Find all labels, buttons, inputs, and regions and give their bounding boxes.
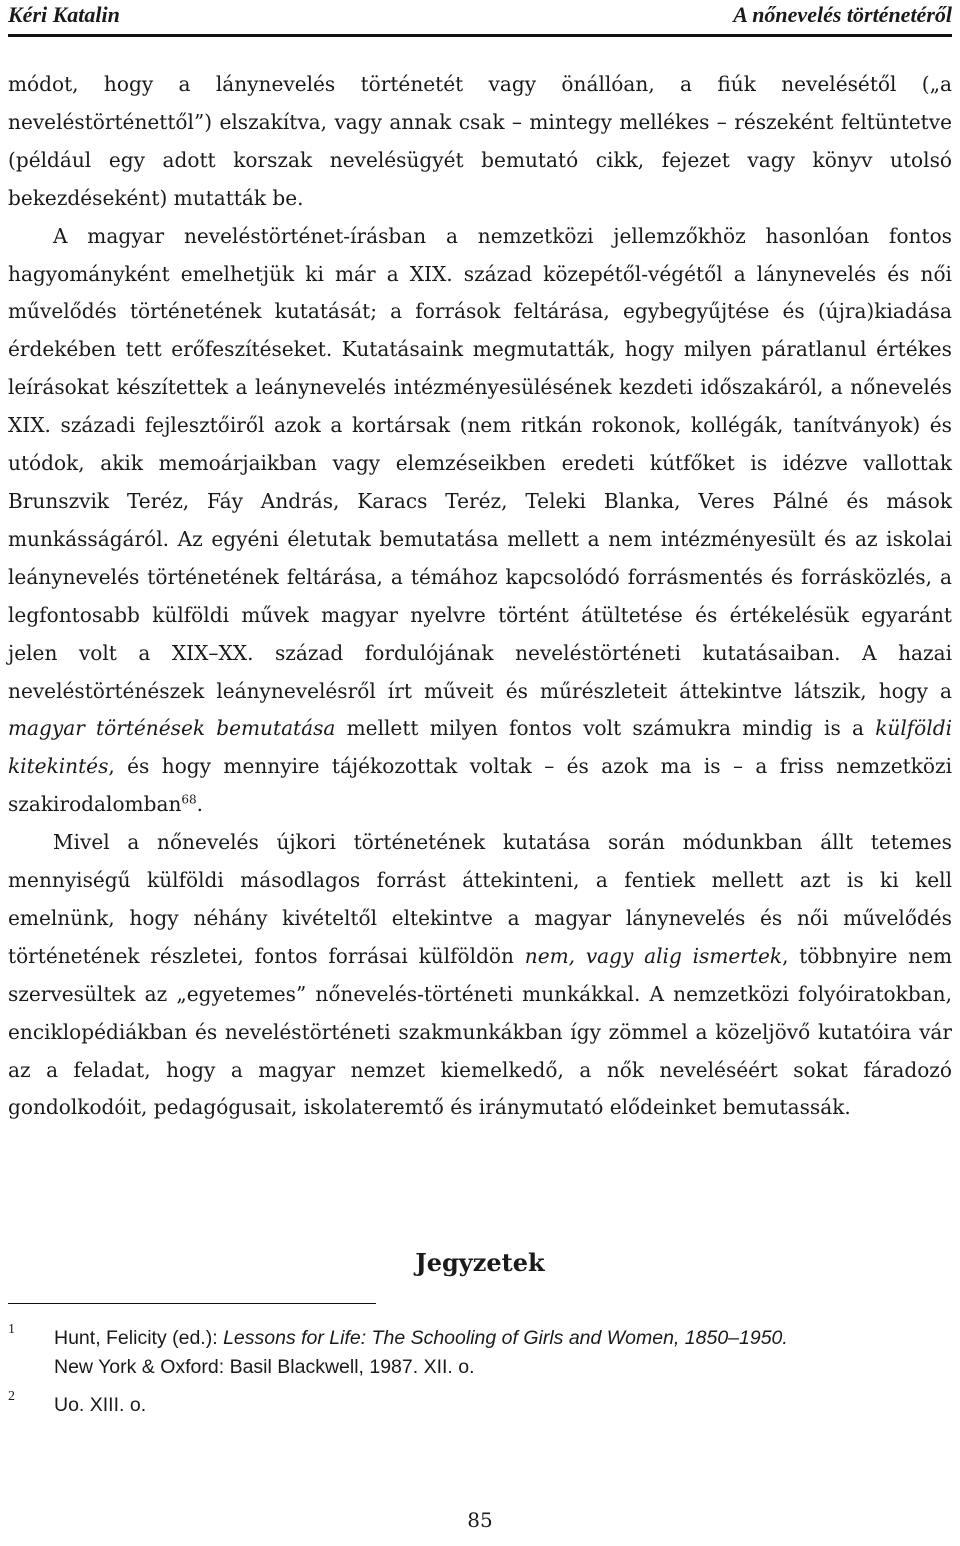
footnote-ref-68: 68 [181,792,197,807]
footnote-1-text-a: Hunt, Felicity (ed.): [54,1327,218,1349]
header-title: A nőnevelés történetéről [733,2,952,27]
header-rule [8,34,952,37]
footnote-number: 2 [8,1389,15,1404]
footnote-text: Uo. XIII. o. [54,1394,147,1416]
footnote-text [54,1324,954,1382]
running-header [8,0,952,32]
paragraph-3-text-b: , többnyire nem szervesültek az „egyetemes” nőnevelés-történeti munkákkal. A nemzetközi folyóiratokban, enciklopédiákban és neveléstörténeti szakmunkákban így zömmel a közeljövő kutatóira vár az a feladat, hogy a magyar nemzet kiemelkedő, a nők neveléséért sokat fáradozó gondolkodóit, pedagógusait, iskolateremtő és iránymutató elődeinket bemutassák. [8,943,953,1120]
notes-heading: Jegyzetek [415,1248,545,1277]
paragraph-2-text-b: mellett milyen fontos volt számukra mindig is a [346,716,864,741]
paragraph-3-emphasis: nem, vagy alig ismertek [524,943,783,968]
paragraph-2-emphasis-2: külföldi kitekintés [8,716,952,779]
body-text [8,66,952,1127]
footnote-1-title: Lessons for Life: The Schooling of Girls and Women, 1850–1950. [223,1327,788,1349]
header-author: Kéri Katalin [8,2,120,27]
paragraph-3-text-a: Mivel a nőnevelés újkori történetének kutatása során módunkban állt tetemes mennyiségű külföldi másodlagos forrást áttekinteni, a fentiek mellett azt is ki kell emelnünk, hogy néhány kivételtől eltekintve a magyar lánynevelés és női művelődés történetének részletei, fontos forrásai külföldön [8,830,952,968]
footnote-number: 1 [8,1322,15,1337]
paragraph-3 [8,824,952,1127]
paragraph-2-text-d: . [196,792,204,817]
notes-separator [8,1303,376,1304]
paragraph-2-emphasis-1: magyar történések bemutatása [8,716,336,741]
paragraph-1: módot, hogy a lánynevelés történetét vagy önállóan, a fiúk nevelésétől („a neveléstörténettől”) elszakítva, vagy annak csak – mintegy mellékes – részeként feltüntetve (például egy adott korszak nevelésügyét bemutató cikk, fejezet vagy könyv utolsó bekezdéseként) mutatták be. [8,72,952,210]
paragraph-2 [8,218,952,825]
paragraph-2-text-a: A magyar neveléstörténet-írásban a nemzetközi jellemzőkhöz hasonlóan fontos hagyományként emelhetjük ki már a XIX. század közepétől-végétől a lánynevelés és női művelődés történetének kutatását; a források feltárása, egybegyűjtése és (újra)kiadása érdekében tett erőfeszítéseket. Kutatásaink megmutatták, hogy milyen páratlanul értékes leírásokat készítettek a leánynevelés intézményesülésének kezdeti időszakáról, a nőnevelés XIX. századi fejlesztőiről azok a kortársak (nem ritkán rokonok, kollégák, tanítványok) és utódok, akik memoárjaikban vagy elemzéseikben eredeti kútfőket is idézve vallottak Brunszvik Teréz, Fáy András, Karacs Teréz, Teleki Blanka, Veres Pálné és mások munkásságáról. Az egyéni életutak bemutatása mellett a nem intézményesült és az iskolai leánynevelés történetének feltárása, a témához kapcsolódó forrásmentés és forrásközlés, a legfontosabb külföldi művek magyar nyelvre történt átültetése és értékelésük egyaránt jelen volt a XIX–XX. század fordulójának neveléstörténeti kutatásaiban. A hazai neveléstörténészek leánynevelésről írt műveit és műrészleteit áttekintve látszik, hogy a [8,223,952,703]
paragraph-2-text-c: , és hogy mennyire tájékozottak voltak – és azok ma is – a friss nemzetközi szakirodalomban [8,754,952,817]
page-number: 85 [467,1508,493,1532]
footnote-1-text-b: New York & Oxford: Basil Blackwell, 1987. XII. o. [54,1356,475,1378]
